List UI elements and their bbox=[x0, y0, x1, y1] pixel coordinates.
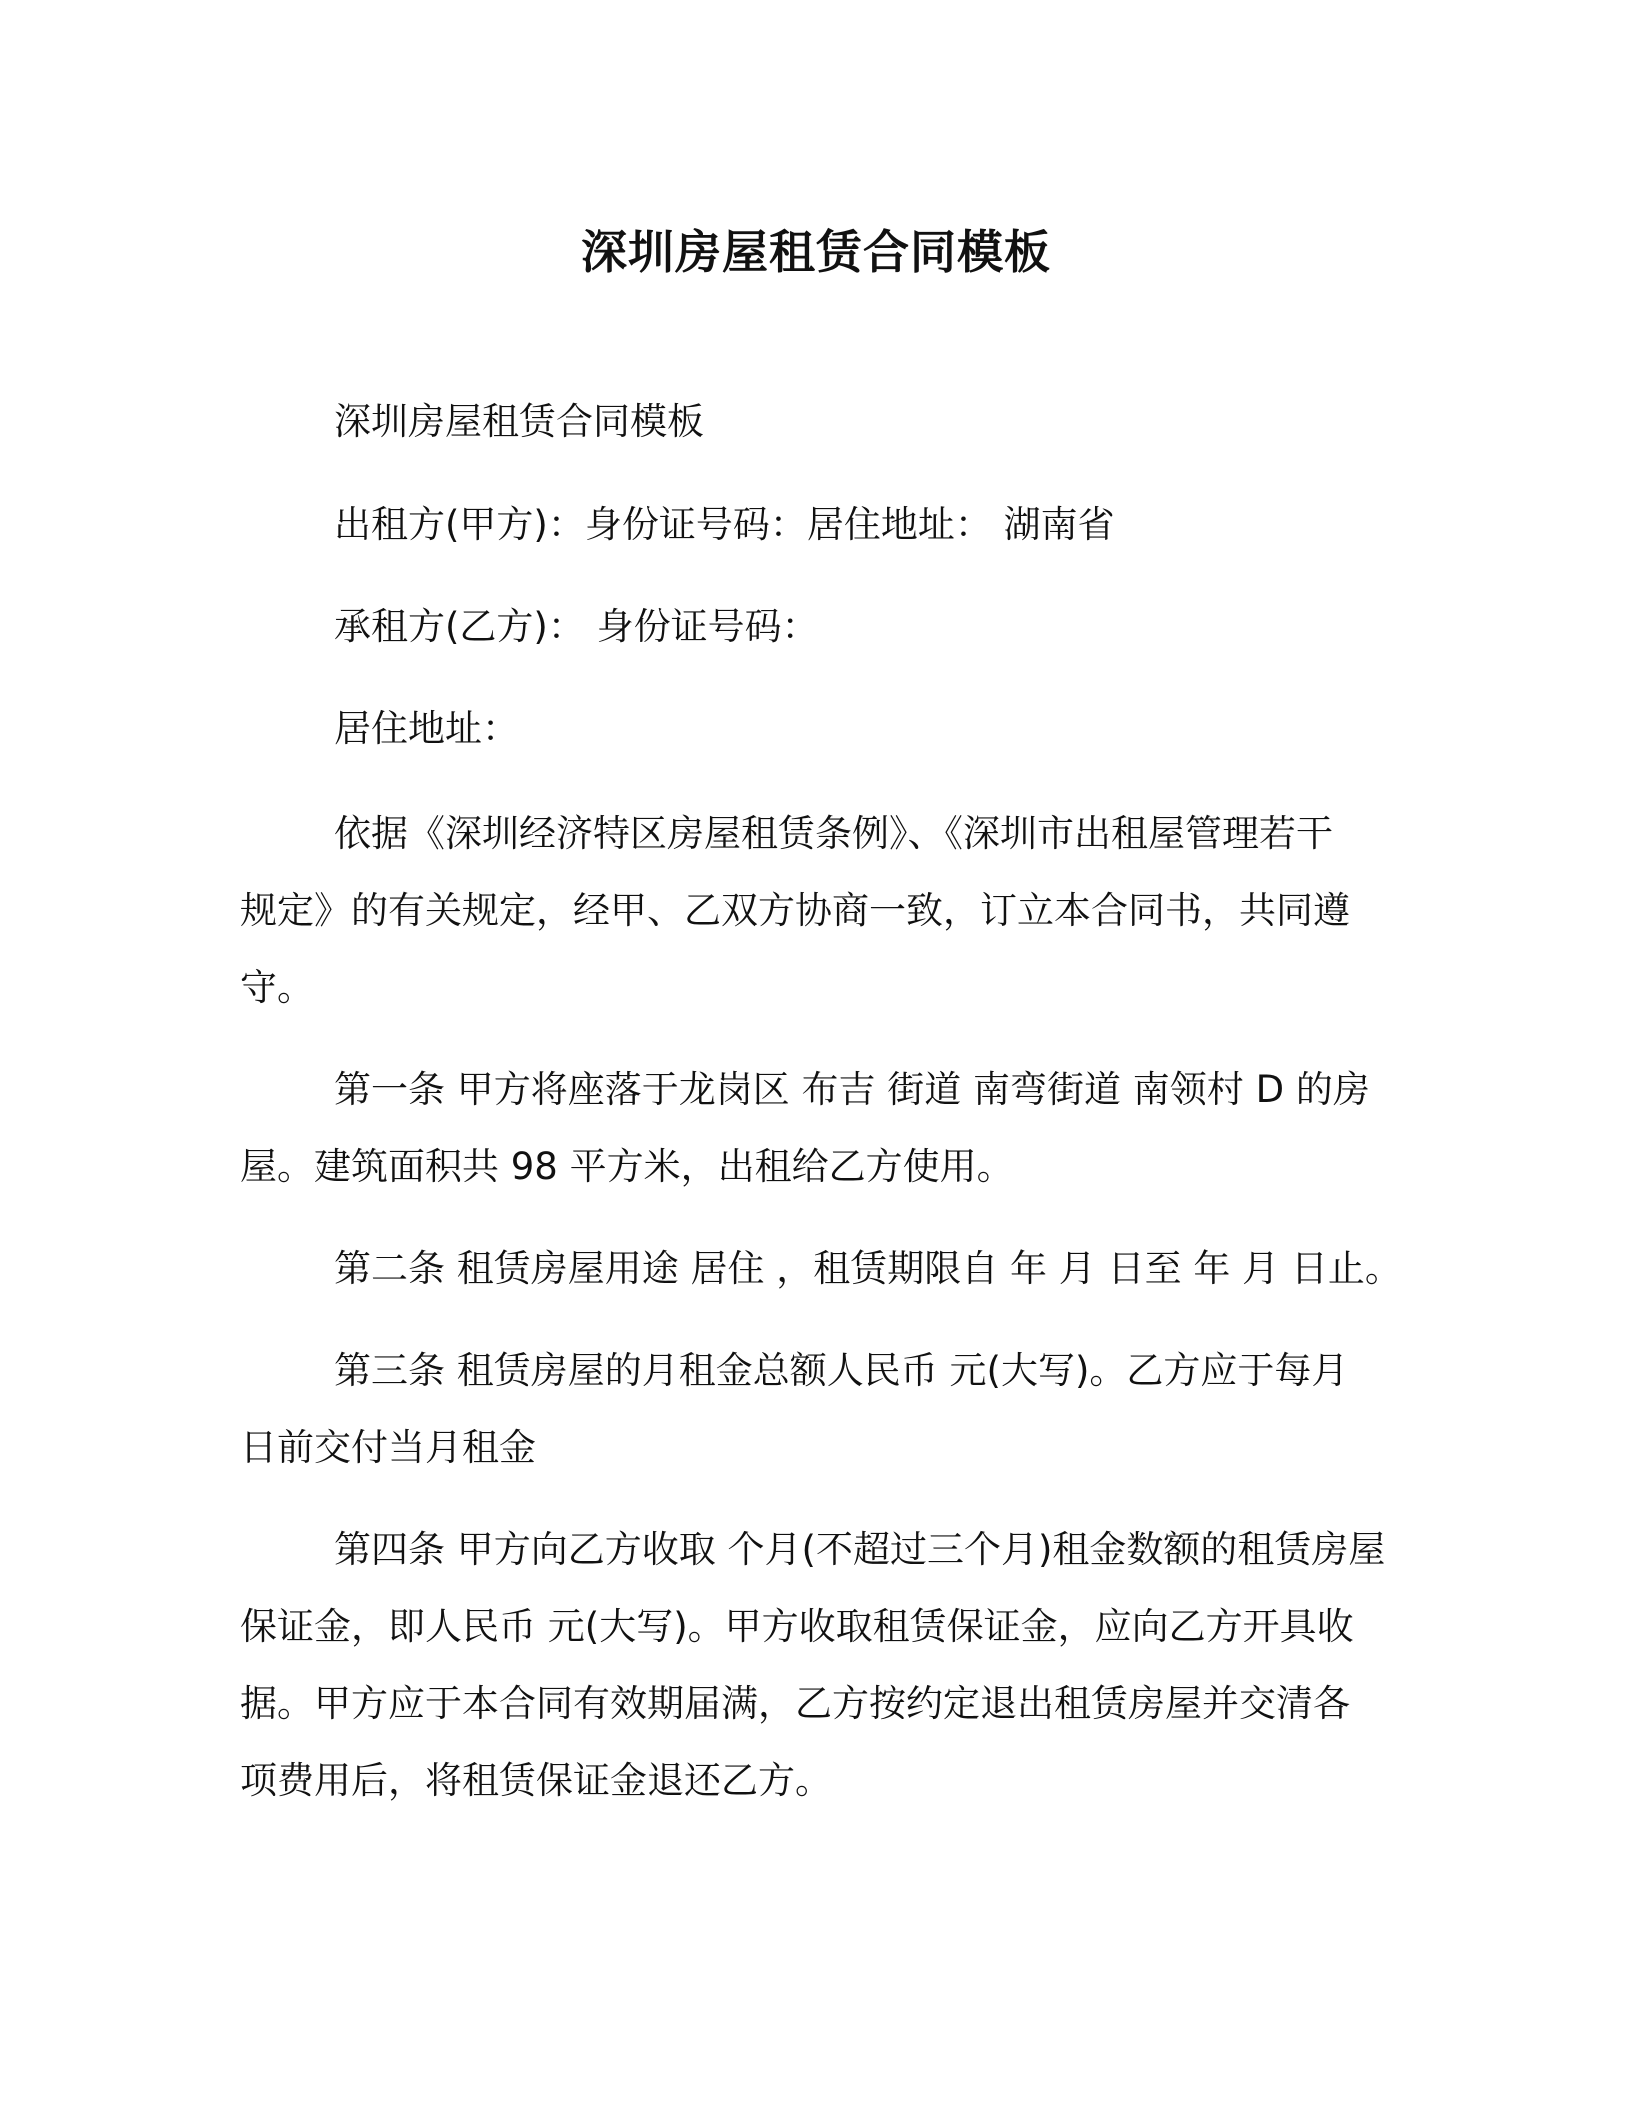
article-2-line: 第二条 租赁房屋用途 居住 ，租赁期限自 年 月 日至 年 月 日止。 bbox=[334, 1247, 1402, 1290]
article-4-line: 据。甲方应于本合同有效期届满，乙方按约定退出租赁房屋并交清各 bbox=[240, 1682, 1350, 1725]
article-3 bbox=[240, 1332, 1392, 1486]
subtitle-line: 深圳房屋租赁合同模板 bbox=[334, 400, 704, 443]
article-2 bbox=[240, 1230, 1402, 1307]
article-4-line: 保证金，即人民币 元(大写)。甲方收取租赁保证金，应向乙方开具收 bbox=[240, 1605, 1354, 1648]
article-1-line: 第一条 甲方将座落于龙岗区 布吉 街道 南弯街道 南领村 D 的房 bbox=[334, 1068, 1370, 1111]
lessee-line: 承租方(乙方)： 身份证号码： bbox=[334, 605, 819, 648]
preamble-line: 依据《深圳经济特区房屋租赁条例》、《深圳市出租屋管理若干 bbox=[334, 812, 1333, 855]
article-4-line: 第四条 甲方向乙方收取 个月(不超过三个月)租金数额的租赁房屋 bbox=[334, 1528, 1386, 1571]
lessor-line: 出租方(甲方)：身份证号码：居住地址： 湖南省 bbox=[334, 503, 1115, 546]
document-subtitle bbox=[240, 383, 1392, 460]
address-line: 居住地址： bbox=[334, 707, 519, 750]
lessor-info bbox=[240, 486, 1392, 563]
document-title: 深圳房屋租赁合同模板 bbox=[581, 225, 1051, 279]
lessee-info bbox=[240, 588, 1392, 665]
lessee-address bbox=[240, 690, 1392, 767]
article-1-line: 屋。建筑面积共 98 平方米，出租给乙方使用。 bbox=[240, 1145, 1014, 1188]
article-1 bbox=[240, 1051, 1392, 1205]
article-3-line: 第三条 租赁房屋的月租金总额人民币 元(大写)。乙方应于每月 bbox=[334, 1349, 1349, 1392]
preamble-line: 守。 bbox=[240, 966, 314, 1009]
article-3-line: 日前交付当月租金 bbox=[240, 1426, 536, 1469]
preamble-paragraph bbox=[240, 795, 1392, 1026]
preamble-line: 规定》的有关规定，经甲、乙双方协商一致，订立本合同书，共同遵 bbox=[240, 889, 1350, 932]
article-4-line: 项费用后，将租赁保证金退还乙方。 bbox=[240, 1759, 832, 1802]
article-4 bbox=[240, 1511, 1392, 1819]
